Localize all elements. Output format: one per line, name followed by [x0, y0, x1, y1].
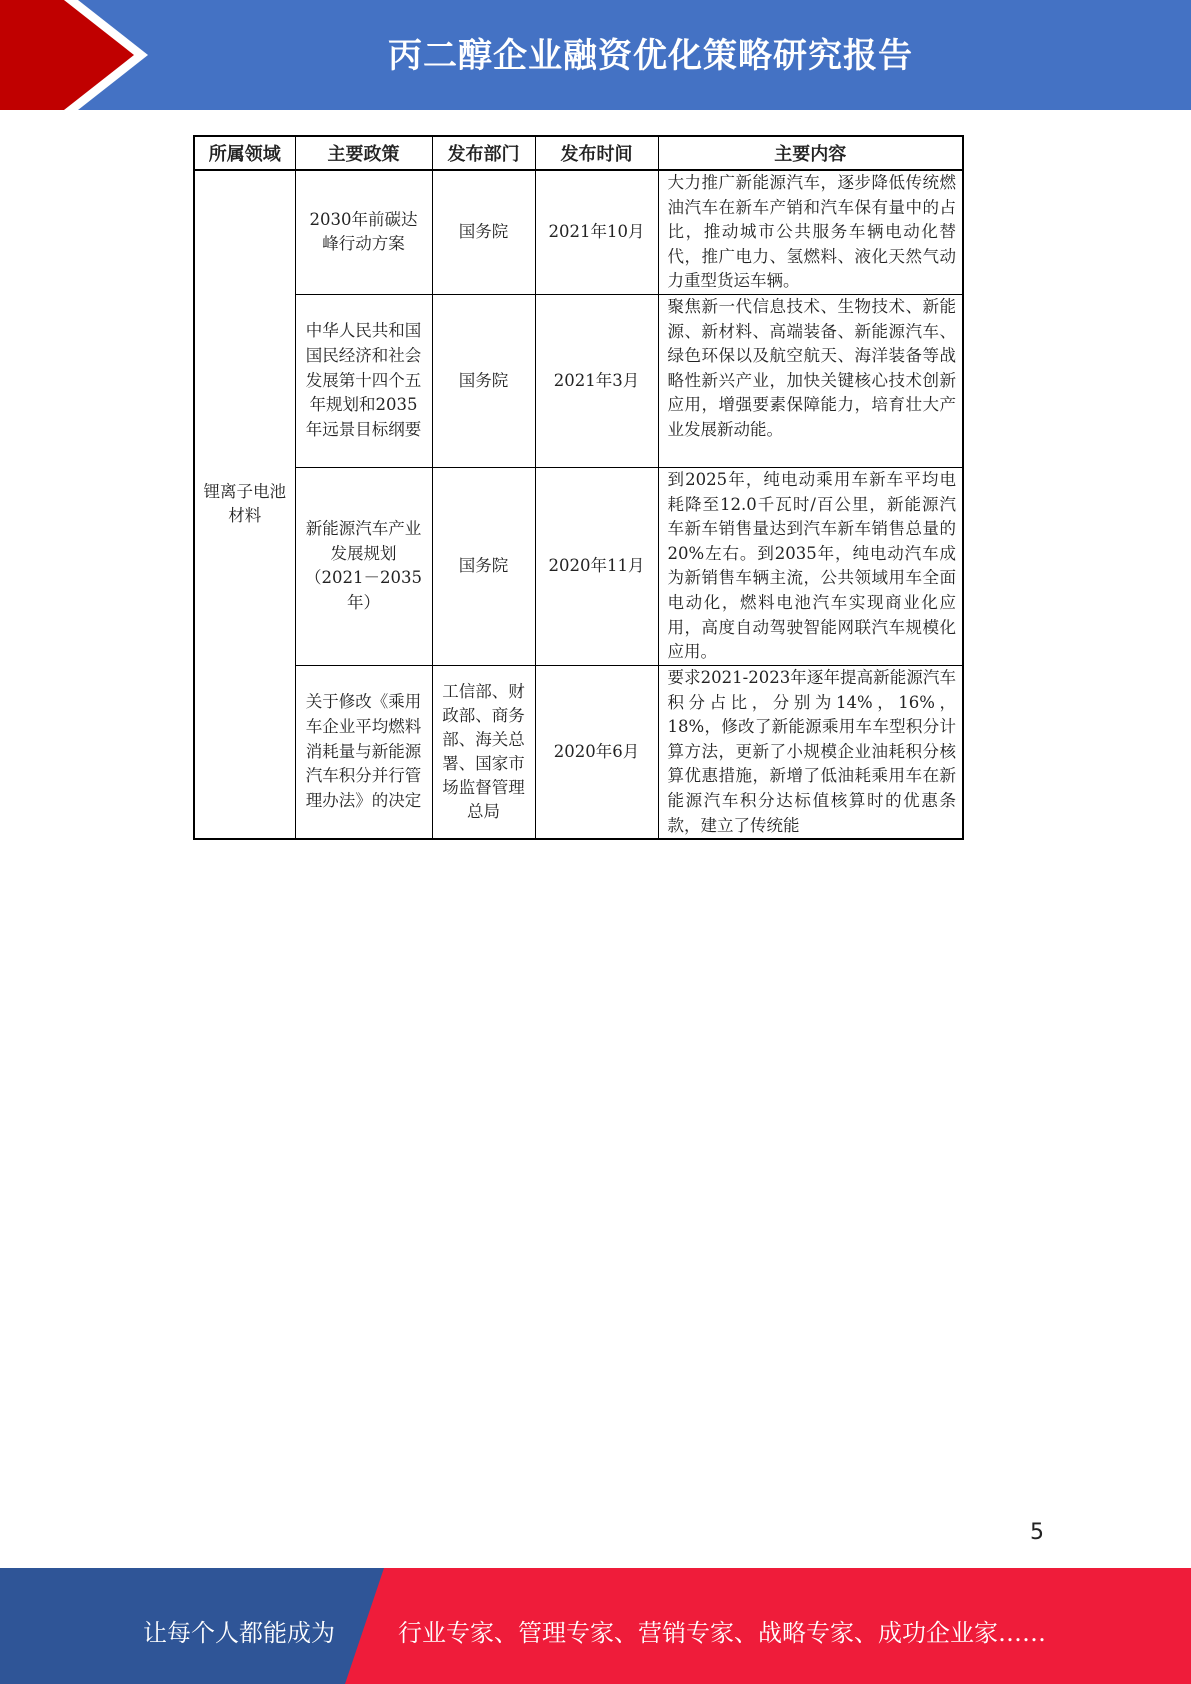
- header-date: 发布时间: [535, 136, 658, 170]
- date-cell: 2020年11月: [535, 467, 658, 665]
- content-cell: 聚焦新一代信息技术、生物技术、新能源、新材料、高端装备、新能源汽车、绿色环保以及航空航天、海洋装备等战略性新兴产业，加快关键核心技术创新应用，增强要素保障能力，培育壮大产业发展新动能。: [658, 294, 963, 467]
- policy-cell: 关于修改《乘用车企业平均燃料消耗量与新能源汽车积分并行管理办法》的决定: [295, 665, 432, 839]
- policy-cell: 2030年前碳达峰行动方案: [295, 170, 432, 294]
- policy-cell: 新能源汽车产业发展规划（2021－2035年）: [295, 467, 432, 665]
- table-row: [194, 665, 963, 839]
- dept-cell: 工信部、财政部、商务部、海关总署、国家市场监督管理总局: [432, 665, 535, 839]
- policy-table: [193, 135, 964, 840]
- header-content: 主要内容: [658, 136, 963, 170]
- content-cell: 大力推广新能源汽车，逐步降低传统燃油汽车在新车产销和汽车保有量中的占比，推动城市公共服务车辆电动化替代，推广电力、氢燃料、液化天然气动力重型货运车辆。: [658, 170, 963, 294]
- date-cell: 2021年10月: [535, 170, 658, 294]
- report-title: 丙二醇企业融资优化策略研究报告: [388, 36, 913, 76]
- header-policy: 主要政策: [295, 136, 432, 170]
- table-row: [194, 467, 963, 665]
- table-header-row: [194, 136, 963, 170]
- page-number: 5: [1030, 1520, 1044, 1545]
- dept-cell: 国务院: [432, 294, 535, 467]
- content-cell: [658, 665, 963, 839]
- footer-slogan-left: 让每个人都能成为: [143, 1619, 335, 1647]
- date-cell: 2020年6月: [535, 665, 658, 839]
- header-domain: 所属领域: [194, 136, 295, 170]
- header-band: [0, 0, 1191, 110]
- header-dept: 发布部门: [432, 136, 535, 170]
- date-cell: 2021年3月: [535, 294, 658, 467]
- content-cell: 到2025年，纯电动乘用车新车平均电耗降至12.0千瓦时/百公里，新能源汽车新车销售量达到汽车新车销售总量的20%左右。到2035年，纯电动汽车成为新销售车辆主流，公共领域用车全面电动化，燃料电池汽车实现商业化应用，高度自动驾驶智能网联汽车规模化应用。: [658, 467, 963, 665]
- dept-cell: 国务院: [432, 467, 535, 665]
- footer-band: [0, 1568, 1191, 1684]
- policy-cell: 中华人民共和国国民经济和社会发展第十四个五年规划和2035年远景目标纲要: [295, 294, 432, 467]
- table-row: [194, 294, 963, 467]
- dept-cell: 国务院: [432, 170, 535, 294]
- footer-slogan-right: 行业专家、管理专家、营销专家、战略专家、成功企业家……: [398, 1619, 1046, 1647]
- header-arrow-icon: [0, 0, 160, 110]
- domain-cell: 锂离子电池材料: [194, 170, 295, 839]
- content-text: 要求2021-2023年逐年提高新能源汽车积分占比，分别为14%，16%，18%，修改了新能源乘用车车型积分计算方法，更新了小规模企业油耗积分核算优惠措施，新增了低油耗乘用车在新能源汽车积分达标值核算时的优惠条款，建立了传统能: [667, 667, 956, 835]
- table-row: [194, 170, 963, 294]
